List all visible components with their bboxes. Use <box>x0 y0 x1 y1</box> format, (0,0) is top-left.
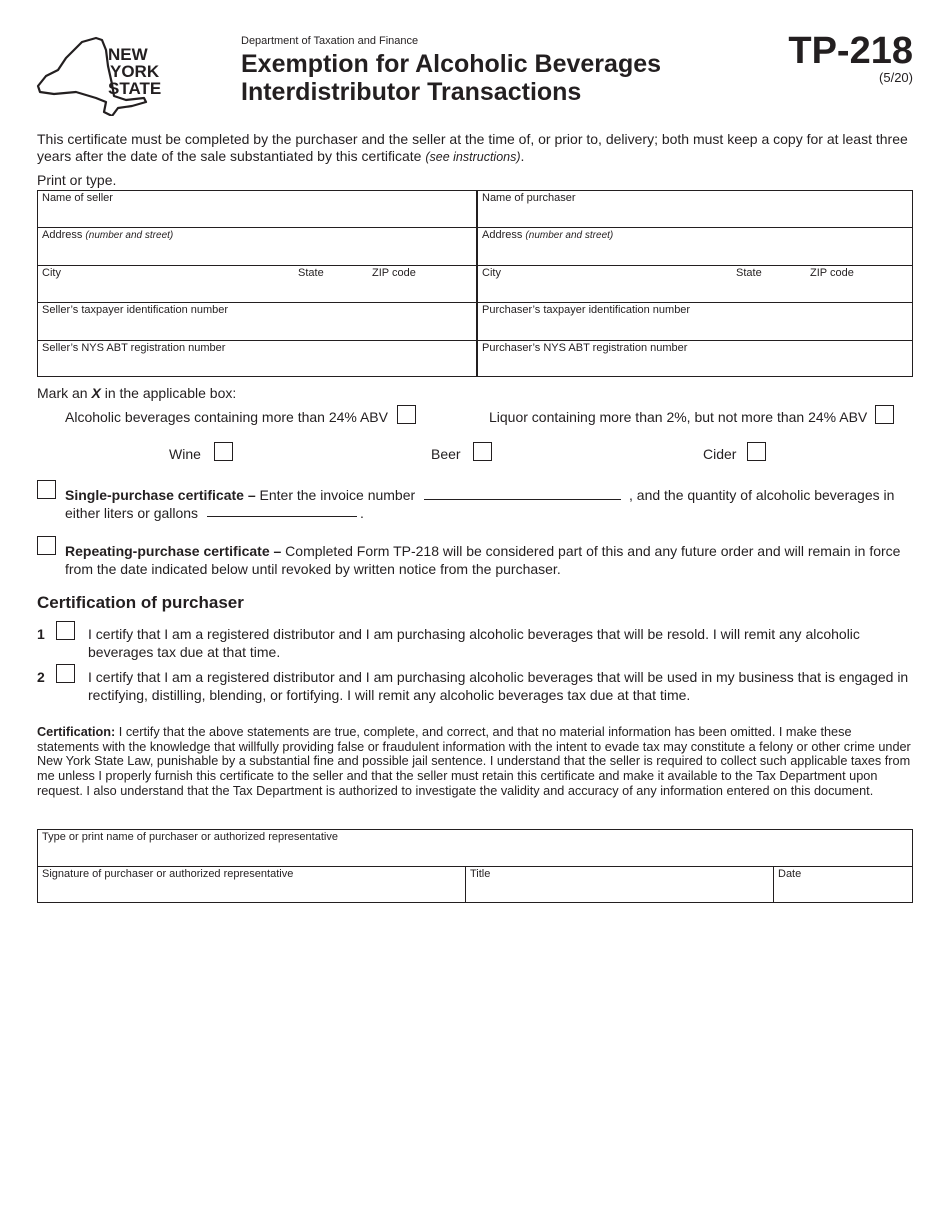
seller-tin-label: Seller’s taxpayer identification number <box>42 304 229 316</box>
certification-body: I certify that the above statements are true, complete, and correct, and that no material information has been omitted. I make these statements with the knowledge that willfully providing false or fraudulent information with the intent to evade tax may constitute a felony or other crime under New York State Law, punishable by a substantial fine and possible jail sentence. I understand that the seller is required to collect such applicable taxes from me unless I properly furnish this certificate to the seller and that the seller must retain this certificate and make it available to the Tax Department upon request. I also understand that the Tax Department is authorized to investigate the validity and accuracy of any information entered on this document. <box>37 725 911 798</box>
form-title <box>241 50 661 106</box>
seller-address-hint: (number and street) <box>85 230 174 241</box>
purchaser-city-label: City <box>482 267 501 279</box>
option-abv24-checkbox[interactable] <box>397 405 416 424</box>
option-liquor-label: Liquor containing more than 2%, but not more than 24% ABV <box>489 409 868 425</box>
seller-name-label: Name of seller <box>42 192 113 204</box>
repeating-purchase-body: Completed Form TP-218 will be considered part of this and any future order and will remain in force from the date indicated below until revoked by written notice from the purchaser. <box>65 543 901 577</box>
repeating-purchase-text <box>65 542 915 578</box>
single-purchase-text2: , and the quantity of alcoholic beverages in <box>629 487 895 503</box>
seller-address-field[interactable] <box>38 228 476 266</box>
logo-text-new: NEW <box>108 45 148 64</box>
form-revision-date: (5/20) <box>879 70 913 85</box>
print-name-label: Type or print name of purchaser or authorized representative <box>42 831 338 843</box>
date-field[interactable] <box>774 867 912 902</box>
signature-box <box>37 829 913 903</box>
seller-name-field[interactable] <box>38 191 476 228</box>
purchaser-address-label: Address <box>482 229 523 241</box>
mark-instruction <box>37 385 236 401</box>
purchaser-tin-field[interactable] <box>478 303 912 341</box>
mark-prefix: Mark an <box>37 385 92 401</box>
repeating-purchase-checkbox[interactable] <box>37 536 56 555</box>
logo-text-state: STATE <box>108 79 162 98</box>
seller-abt-label: Seller’s NYS ABT registration number <box>42 342 226 354</box>
single-purchase-text3: either liters or gallons <box>65 505 199 521</box>
seller-state-label: State <box>298 267 324 279</box>
seller-city-label: City <box>42 267 61 279</box>
purchaser-abt-label: Purchaser’s NYS ABT registration number <box>482 342 688 354</box>
cert-item1-number: 1 <box>37 626 45 642</box>
purchaser-tin-label: Purchaser’s taxpayer identification number <box>482 304 691 316</box>
mark-suffix: in the applicable box: <box>100 385 237 401</box>
purchaser-city-field[interactable] <box>478 266 912 303</box>
cider-checkbox[interactable] <box>747 442 766 461</box>
form-title-line1: Exemption for Alcoholic Beverages <box>241 50 662 78</box>
purchaser-abt-field[interactable] <box>478 341 912 377</box>
print-or-type: Print or type. <box>37 172 117 188</box>
single-purchase-checkbox[interactable] <box>37 480 56 499</box>
purchaser-address-hint: (number and street) <box>525 230 614 241</box>
seller-city-field[interactable] <box>38 266 476 303</box>
title-field[interactable] <box>466 867 774 902</box>
intro-end: . <box>520 148 525 164</box>
single-purchase-text1: Enter the invoice number <box>255 487 416 503</box>
wine-checkbox[interactable] <box>214 442 233 461</box>
title-label: Title <box>470 868 491 880</box>
purchaser-zip-label: ZIP code <box>810 267 854 279</box>
logo-text-york: YORK <box>110 62 160 81</box>
intro-paragraph <box>37 131 917 166</box>
certification-paragraph <box>37 725 913 799</box>
date-label: Date <box>778 868 802 880</box>
cert-item1-text: I certify that I am a registered distributor and I am purchasing alcoholic beverages that will be resold. I will remit any alcoholic beverages tax due at that time. <box>88 626 860 660</box>
nys-state-outline-icon <box>36 36 166 116</box>
signature-field[interactable] <box>38 867 466 902</box>
intro-italic: (see instructions) <box>425 150 521 164</box>
form-title-line2: Interdistributor Transactions <box>241 78 582 106</box>
seller-tin-field[interactable] <box>38 303 476 341</box>
cider-label: Cider <box>703 446 737 462</box>
seller-zip-label: ZIP code <box>372 267 416 279</box>
option-liquor-checkbox[interactable] <box>875 405 894 424</box>
cert-item2-checkbox[interactable] <box>56 664 75 683</box>
department-name: Department of Taxation and Finance <box>241 35 419 47</box>
purchaser-name-print-field[interactable] <box>38 830 912 867</box>
form-number: TP-218 <box>788 30 913 72</box>
purchaser-address-field[interactable] <box>478 228 912 266</box>
single-purchase-end: . <box>360 505 364 521</box>
signature-label: Signature of purchaser or authorized representative <box>42 868 294 880</box>
seller-purchaser-grid <box>37 190 913 377</box>
single-purchase-line1 <box>65 486 415 504</box>
cert-item1-checkbox[interactable] <box>56 621 75 640</box>
invoice-number-input[interactable] <box>424 499 621 500</box>
cert-item2-text: I certify that I am a registered distributor and I am purchasing alcoholic beverages that will be used in my business that is engaged in rectifying, distilling, blending, or fortifying. I will remit any alcoholic beverages tax due at that time. <box>88 669 909 703</box>
purchaser-name-field[interactable] <box>478 191 912 228</box>
seller-abt-field[interactable] <box>38 341 476 377</box>
mark-x: X <box>91 385 101 401</box>
single-purchase-title: Single-purchase certificate – <box>65 487 256 503</box>
cert-item2-number: 2 <box>37 669 45 685</box>
option-abv24-label: Alcoholic beverages containing more than 24% ABV <box>65 409 388 425</box>
purchaser-state-label: State <box>736 267 762 279</box>
purchaser-name-label: Name of purchaser <box>482 192 576 204</box>
seller-address-label: Address <box>42 229 83 241</box>
quantity-input[interactable] <box>207 516 357 517</box>
certification-title: Certification: <box>37 725 116 739</box>
beer-label: Beer <box>431 446 461 462</box>
nys-logo <box>36 36 166 116</box>
intro-text: This certificate must be completed by the purchaser and the seller at the time of, or prior to, delivery; both must keep a copy for at least three years after the date of the sale substantiated by this certificate <box>37 131 908 164</box>
wine-label: Wine <box>169 446 201 462</box>
beer-checkbox[interactable] <box>473 442 492 461</box>
certification-of-purchaser-heading: Certification of purchaser <box>37 593 244 612</box>
repeating-purchase-title: Repeating-purchase certificate – <box>65 543 282 559</box>
